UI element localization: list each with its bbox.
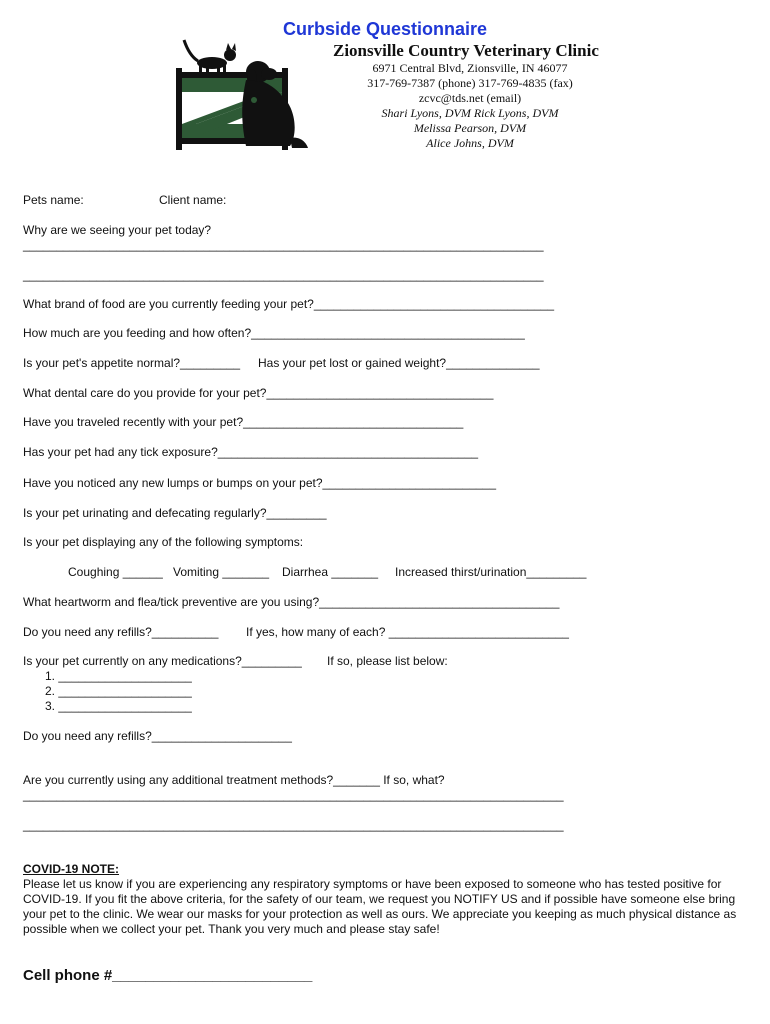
covid-note — [23, 862, 743, 937]
clinic-name: Zionsville Country Veterinary Clinic — [333, 41, 599, 60]
doctors-line-1: Shari Lyons, DVM Rick Lyons, DVM — [381, 106, 559, 120]
why-seeing-question: Why are we seeing your pet today? — [23, 223, 212, 237]
list-below-label: If so, please list below: — [327, 654, 448, 668]
food-brand-question[interactable]: What brand of food are you currently feeding your pet?____________________________________ — [23, 297, 555, 311]
symptoms-question: Is your pet displaying any of the following symptoms: — [23, 535, 304, 549]
heartworm-question[interactable]: What heartworm and flea/tick preventive are you using?____________________________________ — [23, 595, 560, 609]
travel-question[interactable]: Have you traveled recently with your pet?_________________________________ — [23, 415, 464, 429]
clinic-logo — [172, 38, 312, 154]
pets-name-field[interactable]: Pets name: — [23, 193, 84, 207]
document-title: Curbside Questionnaire — [282, 19, 488, 39]
medication-line-3[interactable]: 3. ____________________ — [45, 699, 192, 713]
covid-note-body: Please let us know if you are experiencing any respiratory symptoms or have been exposed to someone who has tested positive for COVID-19. If you fit the above criteria, for the safety of our team, we request you NOTIFY US and if possible have someone else bring your pet to the clinic. We wear our masks for your protection as well as ours. We appreciate you keeping as much physical distance as possible when we collect your pet. Thank you very much and please stay safe! — [23, 877, 737, 936]
symptom-thirst[interactable]: Increased thirst/urination_________ — [395, 565, 587, 579]
client-name-field[interactable]: Client name: — [159, 193, 227, 207]
symptom-coughing[interactable]: Coughing ______ — [68, 565, 163, 579]
cell-phone-field[interactable]: Cell phone #________________________ — [23, 967, 313, 984]
medication-line-2[interactable]: 2. ____________________ — [45, 684, 192, 698]
treatment-answer-line-1[interactable]: _________________________________________________________________________________ — [23, 788, 564, 802]
doctors-line-3: Alice Johns, DVM — [426, 136, 514, 150]
refills-question-2[interactable]: Do you need any refills?_____________________ — [23, 729, 292, 743]
clinic-phone: 317-769-7387 (phone) 317-769-4835 (fax) — [367, 76, 573, 90]
doctors-line-2: Melissa Pearson, DVM — [413, 121, 527, 135]
medications-question[interactable]: Is your pet currently on any medications?_________ — [23, 654, 302, 668]
appetite-question[interactable]: Is your pet's appetite normal?_________ — [23, 356, 241, 370]
why-seeing-answer-line-1[interactable]: ______________________________________________________________________________ — [23, 238, 544, 252]
refills-question-1[interactable]: Do you need any refills?__________ — [23, 625, 219, 639]
tick-question[interactable]: Has your pet had any tick exposure?_______________________________________ — [23, 445, 479, 459]
why-seeing-answer-line-2[interactable]: ______________________________________________________________________________ — [23, 268, 544, 282]
dog-silhouette — [242, 61, 308, 148]
covid-note-heading: COVID-19 NOTE: — [23, 862, 120, 876]
lumps-question[interactable]: Have you noticed any new lumps or bumps on your pet?__________________________ — [23, 476, 497, 490]
clinic-email: zcvc@tds.net (email) — [418, 91, 522, 105]
urinating-question[interactable]: Is your pet urinating and defecating regularly?_________ — [23, 506, 327, 520]
how-many-question[interactable]: If yes, how many of each? ___________________________ — [246, 625, 569, 639]
medication-line-1[interactable]: 1. ____________________ — [45, 669, 192, 683]
treatment-answer-line-2[interactable]: _________________________________________________________________________________ — [23, 818, 564, 832]
cat-silhouette — [184, 40, 236, 73]
symptom-diarrhea[interactable]: Diarrhea _______ — [282, 565, 379, 579]
clinic-address: 6971 Central Blvd, Zionsville, IN 46077 — [372, 61, 568, 75]
weight-question[interactable]: Has your pet lost or gained weight?______________ — [258, 356, 540, 370]
food-amount-question[interactable]: How much are you feeding and how often?_________________________________________ — [23, 326, 525, 340]
treatment-question[interactable]: Are you currently using any additional treatment methods?_______ If so, what? — [23, 773, 445, 787]
symptom-vomiting[interactable]: Vomiting _______ — [173, 565, 270, 579]
dental-question[interactable]: What dental care do you provide for your pet?__________________________________ — [23, 386, 494, 400]
